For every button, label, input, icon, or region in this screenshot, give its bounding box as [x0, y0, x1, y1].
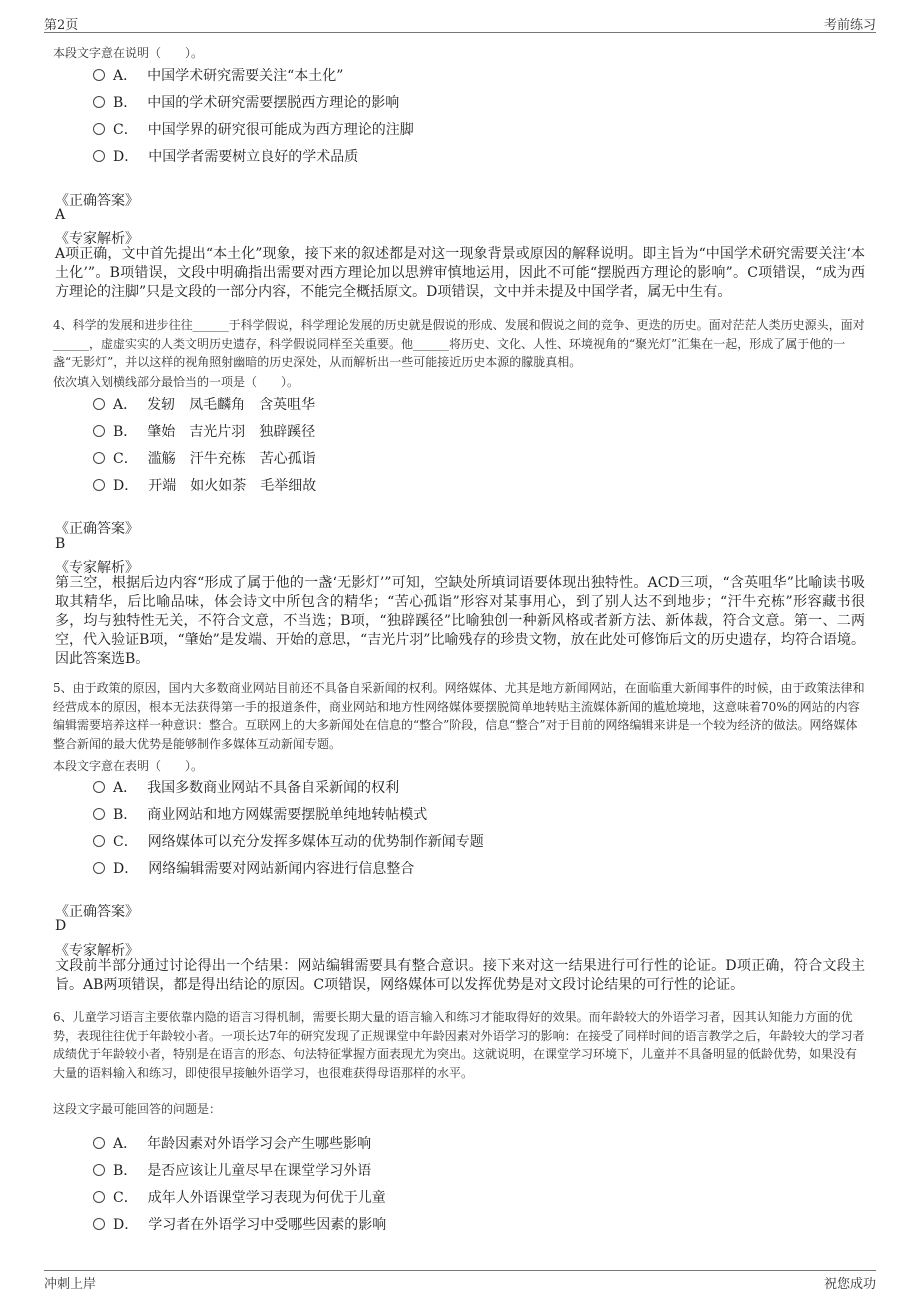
radio-icon[interactable] [93, 479, 105, 491]
q5-option-b[interactable]: B． 商业网站和地方网媒需要摆脱单纯地转帖模式 [93, 805, 427, 825]
q5-answer-label: 《正确答案》 [55, 904, 139, 920]
q3-analysis-label: 《专家解析》 [55, 231, 139, 247]
q6-option-b[interactable]: B． 是否应该让儿童尽早在课堂学习外语 [93, 1161, 371, 1181]
q4-option-b[interactable]: B． 肇始 吉光片羽 独辟蹊径 [93, 422, 315, 442]
q5-option-d[interactable]: D． 网络编辑需要对网站新闻内容进行信息整合 [93, 859, 414, 879]
q6-option-c[interactable]: C． 成年人外语课堂学习表现为何优于儿童 [93, 1188, 386, 1208]
q6-prompt: 这段文字最可能回答的问题是： [53, 1102, 222, 1116]
radio-icon[interactable] [93, 123, 105, 135]
page-header [44, 14, 876, 33]
q3-option-b[interactable]: B． 中国的学术研究需要摆脱西方理论的影响 [93, 93, 399, 113]
q3-option-d[interactable]: D． 中国学者需要树立良好的学术品质 [93, 147, 358, 167]
q5-analysis: 文段前半部分通过讨论得出一个结果：网站编辑需要具有整合意识。接下来对这一结果进行可行性的论证。D项正确，符合文段主旨。AB两项错误，都是得出结论的原因。C项错误，网络媒体可以发挥优势是对文段讨论结果的可行性的论证。 [55, 958, 865, 993]
q4-option-a[interactable]: A． 发轫 凤毛麟角 含英咀华 [93, 395, 315, 415]
q3-answer-label: 《正确答案》 [55, 193, 139, 209]
radio-icon[interactable] [93, 808, 105, 820]
q5-option-c[interactable]: C． 网络媒体可以充分发挥多媒体互动的优势制作新闻专题 [93, 832, 484, 852]
radio-icon[interactable] [93, 96, 105, 108]
q5-stem: 5、由于政策的原因，国内大多数商业网站目前还不具备自采新闻的权利。网络媒体、尤其是地方新闻网站，在面临重大新闻事件的时候，由于政策法律和经营成本的原因，根本无法获得第一手的报道条件，商业网站和地方性网络媒体要摆脱简单地转贴主流媒体新闻的尴尬境地，这意味着70%的网站的内容编辑需要培养这样一种意识：整合。互联网上的大多新闻处在信息的“整合”阶段，信息“整合”对于目前的网络编辑来讲是一个较为经济的做法。网络媒体整合新闻的最大优势是能够制作多媒体互动新闻专题。 [53, 681, 865, 751]
q6-option-a[interactable]: A． 年龄因素对外语学习会产生哪些影响 [93, 1134, 371, 1154]
q3-prompt: 本段文字意在说明（ ）。 [53, 46, 204, 60]
radio-icon[interactable] [93, 1137, 105, 1149]
q4-analysis-label: 《专家解析》 [55, 560, 139, 576]
radio-icon[interactable] [93, 1164, 105, 1176]
header-title: 考前练习 [823, 18, 876, 33]
q5-prompt: 本段文字意在表明（ ）。 [53, 759, 204, 773]
q4-prompt: 依次填入划横线部分最恰当的一项是（ ）。 [53, 375, 300, 389]
q6-stem: 6、儿童学习语言主要依靠内隐的语言习得机制，需要长期大量的语言输入和练习才能取得好的效果。而年龄较大的外语学习者，因其认知能力方面的优势，表现往往优于年龄较小者。一项长达7年的研究发现了正规课堂中年龄因素对外语学习的影响：在接受了同样时间的语言教学之后，年龄较大的学习者成绩优于年龄较小者，特别是在语言的形态、句法特征掌握方面表现尤为突出。这就说明，在课堂学习环境下，儿童并不具备明显的低龄优势，如果没有大量的语料输入和练习，即使很早接触外语学习，也很难获得母语那样的水平。 [53, 1010, 865, 1080]
q4-answer: B [55, 536, 66, 552]
q5-analysis-label: 《专家解析》 [55, 943, 139, 959]
radio-icon[interactable] [93, 425, 105, 437]
radio-icon[interactable] [93, 398, 105, 410]
radio-icon[interactable] [93, 781, 105, 793]
q6-option-d[interactable]: D． 学习者在外语学习中受哪些因素的影响 [93, 1215, 386, 1235]
q4-option-c[interactable]: C． 滥觞 汗牛充栋 苦心孤诣 [93, 449, 316, 469]
q3-answer: A [55, 207, 66, 223]
q3-option-c[interactable]: C． 中国学界的研究很可能成为西方理论的注脚 [93, 120, 414, 140]
q4-answer-label: 《正确答案》 [55, 521, 139, 537]
q3-analysis: A项正确，文中首先提出“本土化”现象，接下来的叙述都是对这一现象背景或原因的解释说明。即主旨为“中国学术研究需要关注‘本土化’”。B项错误，文段中明确指出需要对西方理论加以思辨审慎地运用，因此不可能“摆脱西方理论的影响”。C项错误，“成为西方理论的注脚”只是文段的一部分内容，不能完全概括原文。D项错误，文中并未提及中国学者，属无中生有。 [55, 246, 865, 300]
q4-option-d[interactable]: D． 开端 如火如荼 毛举细故 [93, 476, 316, 496]
footer-right: 祝您成功 [823, 1277, 876, 1292]
footer-left: 冲刺上岸 [44, 1277, 97, 1292]
page-number: 第2页 [44, 18, 79, 33]
q4-analysis: 第三空，根据后边内容“形成了属于他的一盏‘无影灯’”可知，空缺处所填词语要体现出独特性。ACD三项，“含英咀华”比喻读书吸取其精华，后比喻品味，体会诗文中所包含的精华；“苦心孤诣”形容对某事用心，到了别人达不到地步；“汗牛充栋”形容藏书很多，均与独特性无关，不符合文意，不当选；B项，“独辟蹊径”比喻独创一种新风格或者新方法、新体裁，符合文意。第一、二两空，代入验证B项，“肇始”是发端、开始的意思，“吉光片羽”比喻残存的珍贵文物，放在此处可修饰后文的历史遗存，均符合语境。因此答案选B。 [55, 575, 865, 667]
q4-stem: 4、科学的发展和进步往往______于科学假说，科学理论发展的历史就是假说的形成、发展和假说之间的竞争、更迭的历史。面对茫茫人类历史源头，面对______，虚虚实实的人类文明历史遗存，科学假说同样至关重要。他______将历史、文化、人性、环境视角的“聚光灯”汇集在一起，形成了属于他的一盏“无影灯”，并以这样的视角照射幽暗的历史深处，从而解析出一些可能接近历史本源的朦胧真相。 [53, 318, 865, 369]
radio-icon[interactable] [93, 835, 105, 847]
q5-option-a[interactable]: A． 我国多数商业网站不具备自采新闻的权利 [93, 778, 399, 798]
radio-icon[interactable] [93, 452, 105, 464]
radio-icon[interactable] [93, 150, 105, 162]
q5-answer: D [55, 918, 67, 934]
q3-option-a[interactable]: A． 中国学术研究需要关注“本土化” [93, 66, 343, 86]
page-footer [44, 1270, 876, 1291]
radio-icon[interactable] [93, 862, 105, 874]
radio-icon[interactable] [93, 1218, 105, 1230]
radio-icon[interactable] [93, 1191, 105, 1203]
radio-icon[interactable] [93, 69, 105, 81]
